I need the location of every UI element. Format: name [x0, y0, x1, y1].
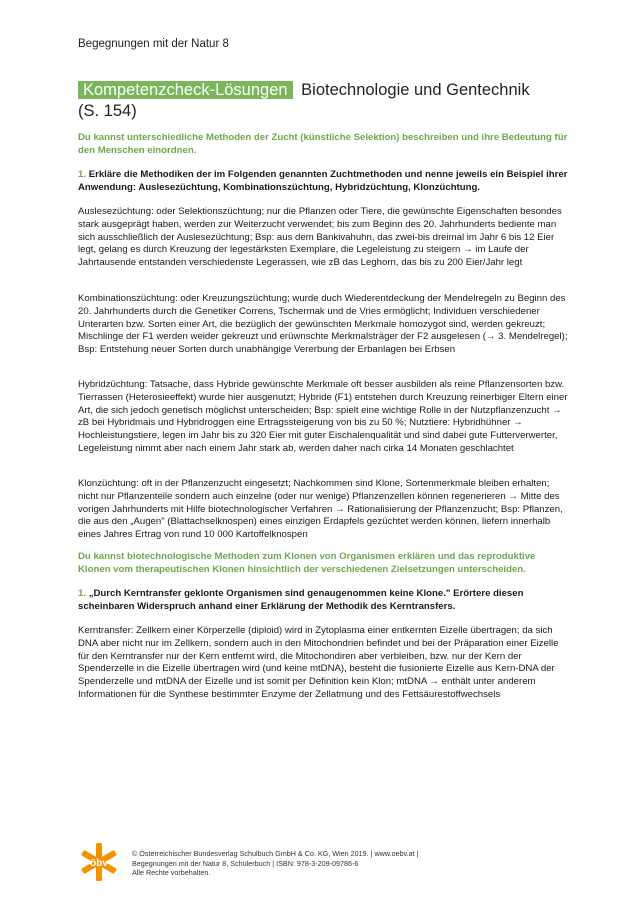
task-text: „Durch Kerntransfer geklonte Organismen sind genaugenommen keine Klone." Erörtere diesen scheinbaren Widerspruch anhand einer Erklärung der Methodik des Kerntransfers.	[78, 588, 524, 612]
page-footer	[132, 849, 419, 878]
task-number: 1.	[78, 169, 87, 180]
paragraph-auslesezuechtung: Auslesezüchtung: oder Selektionszüchtung; nur die Pflanzen oder Tiere, die gewünschte Eigenschaften besondes stark ausgeprägt haben, werden zur Weiterzucht verwendet; bis zum Beginn des 20. Jahrhunderts bediente man sich ausschließlich der Auslesezüchtung; Bsp: aus dem Bankivahuhn, das zwei-bis dreimal im Jahr 6 bis 12 Eier legt, gelang es durch Kreuzung der legestärksten Exemplare, die Legeleistung zu steigern → im Laufe der Jahrtausende entstanden verschiedenste Legerassen, wie zB das Leghorn, das bis zu 200 Eier/Jahr legt	[78, 206, 562, 268]
paragraph-kombinationszuechtung: Kombinationszüchtung: oder Kreuzungszüchtung; wurde duch Wiederentdeckung der Mendelregeln zu Beginn des 20. Jahrhunderts durch die Genetiker Correns, Tschermak und de Vries ermöglicht; Individuen verschiedener Unterarten bzw. Sorten einer Art, die bezüglich der gewünschten Merkmale homozygot sind, werden gekreuzt; Mischlinge der F1 werden weider gekreuzt und erüwnschte Merkmalsträger der F2 ausgelesen (→ 3. Mendelregel); Bsp: Entstehung neuer Sorten durch unabhängige Vererbung der Erbanlagen bei Erbsen	[78, 293, 568, 355]
task-1	[78, 169, 568, 194]
paragraph-klonzuechtung: Klonzüchtung: oft in der Pflanzenzucht eingesetzt; Nachkommen sind Klone, Sortenmerkmale bleiben erhalten; nicht nur Pflanzenteile sondern auch einzelne (oder nur wenige) Pflanzenzellen können regenerieren → Mitte des vorigen Jahrhunderts mit Hilfe biotechnologischer Verfahren → Rationalisierung der Pflanzenzucht; Bsp: Pflanzen, die aus den „Augen" (Blattachselknospen) eines einzigen Erdapfels gezüchtet werden können, liefern innerhalb eines Jahres Ertrag von rund 10 000 Kartoffelknospen	[78, 478, 563, 540]
paragraph-kerntransfer: Kerntransfer: Zellkern einer Körperzelle (diploid) wird in Zytoplasma einer entkernten Eizelle übertragen; da sich DNA aber nicht nur im Zellkern, sondern auch in den Mitochondrien befindet und bei der Präparation einer Eizelle für den Kerntransfer nur der Kern entfernt wird, die Mitochondiren aber verbleiben, bzw. nur der Kern der Spenderzelle in die Eizelle übertragen wird (und keine mtDNA), besteht die fusionierte Eizelle aus Kern-DNA der Spenderzelle und mtDNA der Eizelle und ist somit per Definition kein Klon; mtDNA → enthält unter anderem Informationen für die Synthese bestimmter Enzyme der Zellatmung und des Fettsäurestoffwechsels	[78, 625, 559, 700]
page-header: Begegnungen mit der Natur 8	[78, 38, 229, 50]
competence-goal-2: Du kannst biotechnologische Methoden zum Klonen von Organismen erklären und das reproduktive Klonen vom therapeutischen Klonen hinsichtlich der verschiedenen Zielsetzungen unterscheiden.	[78, 551, 536, 575]
oebv-logo	[80, 842, 118, 882]
title-page-ref: (S. 154)	[78, 102, 137, 120]
footer-copyright: © Österreichischer Bundesverlag Schulbuch GmbH & Co. KG, Wien 2019. | www.oebv.at |	[132, 849, 419, 858]
title-tag: Kompetenzcheck-Lösungen	[78, 81, 293, 99]
task-number: 1.	[78, 588, 87, 599]
footer-book-info: Begegnungen mit der Natur 8, Schülerbuch | ISBN: 978-3-209-09786-6	[132, 858, 359, 868]
page-title	[78, 80, 568, 122]
paragraph-hybridzuechtung: Hybridzüchtung: Tatsache, dass Hybride gewünschte Merkmale oft besser ausbilden als reine Pflanzensorten bzw. Tierrassen (Heterosieeffekt) wurde hier ausgenutzt; Hybride (F1) entstehen durch Kreuzung reinerbiger Eltern einer Art, die sich jedoch genetisch möglichst unterscheiden; Bsp: spielt eine wichtige Rolle in der Nutzpflanzenzucht → zB bei Hybridmais und Hybridroggen eine Ertragssteigerung von bis zu 50 %; Nutztiere: Hybridhühner → Hochleistungstiere, legen im Jahr bis zu 320 Eier mit guter Eischalenqualität und sind dabei gute Futterverwerter, Legeleistung nimmt aber nach einem Jahr stark ab, werden daher nach cirka 14 Monaten geschlachtet	[78, 379, 568, 454]
footer-rights: Alle Rechte vorbehalten.	[132, 868, 211, 878]
task-2	[78, 588, 568, 613]
title-main: Biotechnologie und Gentechnik	[301, 81, 530, 99]
task-text: Erkläre die Methodiken der im Folgenden genannten Zuchtmethoden und nenne jeweils ein Beispiel ihrer Anwendung: Auslesezüchtung, Kombinationszüchtung, Hybridzüchtung, Klonzüchtung.	[78, 169, 568, 193]
competence-goal-1: Du kannst unterschiedliche Methoden der Zucht (künstliche Selektion) beschreiben und ihre Bedeutung für den Menschen einordnen.	[78, 132, 568, 156]
logo-text: öbv	[90, 858, 108, 869]
